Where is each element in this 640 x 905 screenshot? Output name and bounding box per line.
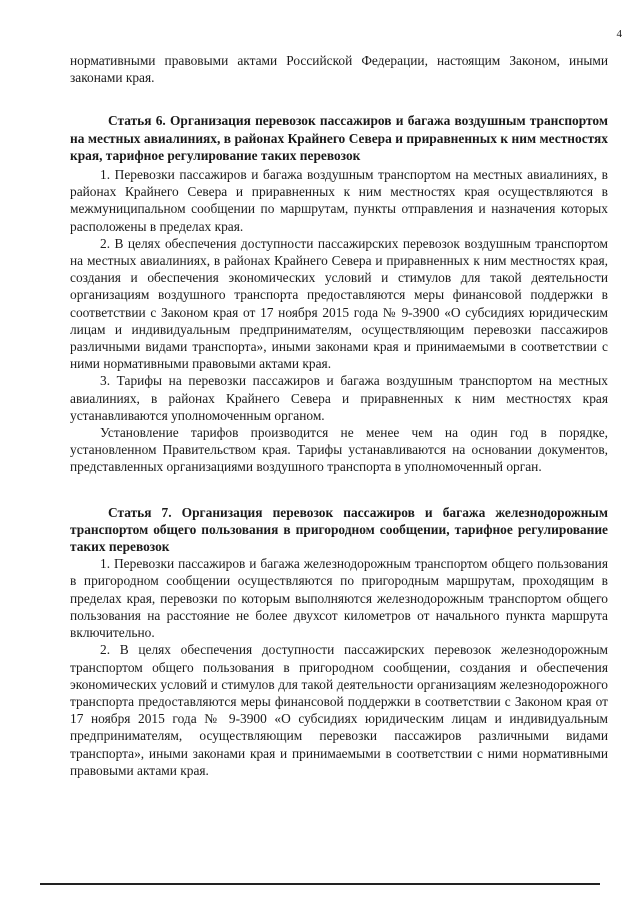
page-number: 4 [616, 28, 622, 40]
article-6-paragraph: Установление тарифов производится не менее чем на один год в порядке, установленном Правительством края. Тарифы устанавливаются на основании документов, представленных организациями воздушного транспорта в уполномоченный орган. [70, 425, 608, 475]
article-6-paragraph: 2. В целях обеспечения доступности пассажирских перевозок воздушным транспортом на местных авиалиниях, в районах Крайнего Севера и приравненных к ним местностях края, создания и обеспечения экономических условий и стимулов для такой деятельности организациям воздушного транспорта предоставляются меры финансовой поддержки в соответствии с Законом края от 17 ноября 2015 года № 9-3900 «О субсидиях юридическим лицам и индивидуальным предпринимателям, осуществляющим перевозки пассажиров различными видами транспорта», иными законами края и принимаемыми в соответствии с ними нормативными правовыми актами края. [70, 235, 608, 372]
bottom-divider [40, 883, 600, 885]
article-6-paragraph: 1. Перевозки пассажиров и багажа воздушным транспортом на местных авиалиниях, в районах Крайнего Севера и приравненных к ним местностях края осуществляются в межмуниципальном сообщении по маршрутам, пункты отправления и назначения которых расположены в пределах края. [70, 167, 608, 234]
article-7-heading: Статья 7. Организация перевозок пассажиров и багажа железнодорожным транспортом общего пользования в пригородном сообщении, тарифное регулирование таких перевозок [70, 504, 608, 555]
document-body [70, 52, 608, 779]
article-6-heading: Статья 6. Организация перевозок пассажиров и багажа воздушным транспортом на местных авиалиниях, в районах Крайнего Севера и приравненных к ним местностях края, тарифное регулирование таких перевозок [70, 113, 608, 163]
lead-paragraph: нормативными правовыми актами Российской Федерации, настоящим Законом, иными законами края. [70, 53, 608, 86]
article-6-paragraph: 3. Тарифы на перевозки пассажиров и багажа воздушным транспортом на местных авиалиниях, в районах Крайнего Севера и приравненных к ним местностях края устанавливаются уполномоченным органом. [70, 373, 608, 423]
article-6 [70, 112, 608, 475]
article-7 [70, 504, 608, 779]
article-7-paragraph: 1. Перевозки пассажиров и багажа железнодорожным транспортом общего пользования в пригородном сообщении осуществляются по пригородным маршрутам, проходящим в пределах края, перевозки по которым выполняются железнодорожным транспортом общего пользования на расстояние не более двухсот километров от начального пункта маршрута включительно. [70, 556, 608, 641]
article-7-paragraph: 2. В целях обеспечения доступности пассажирских перевозок железнодорожным транспортом общего пользования в пригородном сообщении, создания и обеспечения экономических условий и стимулов для такой деятельности организациям железнодорожного транспорта предоставляются меры финансовой поддержки в соответствии с Законом края от 17 ноября 2015 года № 9-3900 «О субсидиях юридическим лицам и индивидуальным предпринимателям, осуществляющим перевозки пассажиров различными видами транспорта», иными законами края и принимаемыми в соответствии с ними нормативными правовыми актами края. [70, 642, 608, 778]
